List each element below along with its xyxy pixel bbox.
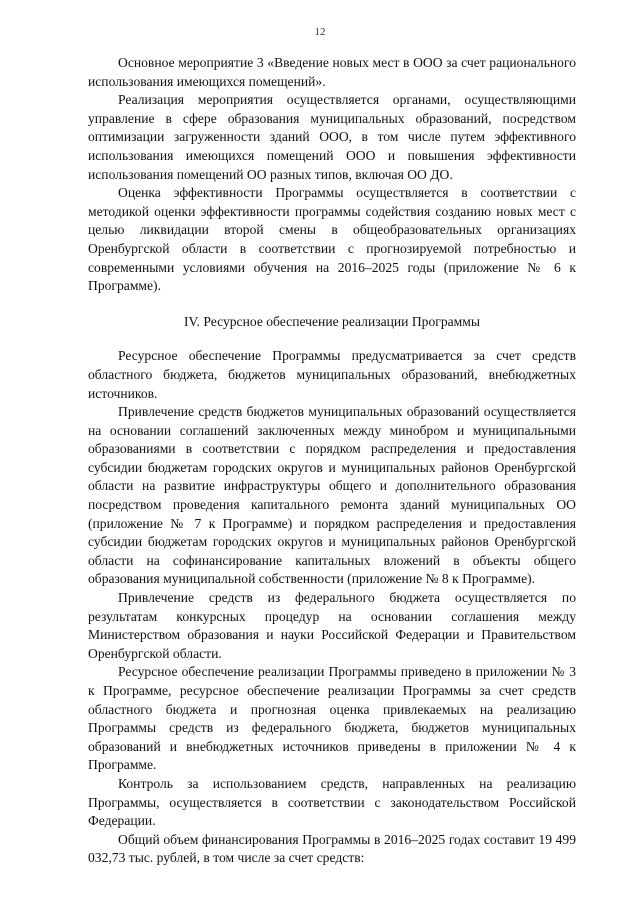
paragraph-total-funding: Общий объем финансирования Программы в 2016–2025 годах составит 19 499 032,73 тыс. рублей, в том числе за счет средств: [88,831,576,866]
paragraph-control: Контроль за использованием средств, направленных на реализацию Программы, осуществляется в соответствии с законодательством Российской Федерации. [88,775,576,829]
paragraph-resource-appendices: Ресурсное обеспечение реализации Программы приведено в приложении № 3 к Программе, ресурсное обеспечение реализации Программы за счет средств областного бюджета и прогнозная оценка привлекаемых на реализацию Программы средств из федерального бюджета, бюджетов муниципальных образований и внебюджетных источников приведены в приложении № 4 к Программе. [88,664,576,773]
paragraph-resource-provision: Ресурсное обеспечение Программы предусматривается за счет средств областного бюджета, бюджетов муниципальных образований, внебюджетных источников. [88,348,576,401]
section-heading: IV. Ресурсное обеспечение реализации Программы [183,313,481,329]
paragraph-municipal-funds: Привлечение средств бюджетов муниципальных образований осуществляется на основании соглашений заключенных между минобром и муниципальными образованиями в соответствии с порядком распределения и предоставления субсидии бюджетам городских округов и муниципальных районов Оренбургской области на развитие инфраструктуры общего и дополнительного образования посредством проведения капитального ремонта зданий муниципальных ОО (приложение № 7 к Программе) и порядком распределения и предоставления субсидии бюджетам городских округов и муниципальных районов Оренбургской области на софинансирование капитальных вложений в объекты общего образования муниципальной собственности (приложение № 8 к Программе). [88,404,576,587]
page-number: 12 [314,26,326,38]
paragraph-efficiency-assessment: Оценка эффективности Программы осуществляется в соответствии с методикой оценки эффективности программы содействия созданию новых мест с целью ликвидации второй смены в общеобразовательных организациях Оренбургской области в соответствии с прогнозируемой потребностью и современными условиями обучения на 2016–2025 годы (приложение № 6 к Программе). [88,185,576,294]
paragraph-activity-implementation: Реализация мероприятия осуществляется органами, осуществляющими управление в сфере образования муниципальных образований, посредством оптимизации загруженности зданий ООО, в том числе путем эффективного использования имеющихся помещений ООО и повышения эффективности использования помещений ОО разных типов, включая ОО ДО. [88,92,576,182]
paragraph-main-activity-3: Основное мероприятие 3 «Введение новых мест в ООО за счет рационального использования имеющихся помещений». [88,55,576,89]
paragraph-federal-funds: Привлечение средств из федерального бюджета осуществляется по результатам конкурсных процедур на основании соглашения между Министерством образования и науки Российской Федерации и Правительством Оренбургской области. [88,590,576,661]
document-body [88,54,576,868]
